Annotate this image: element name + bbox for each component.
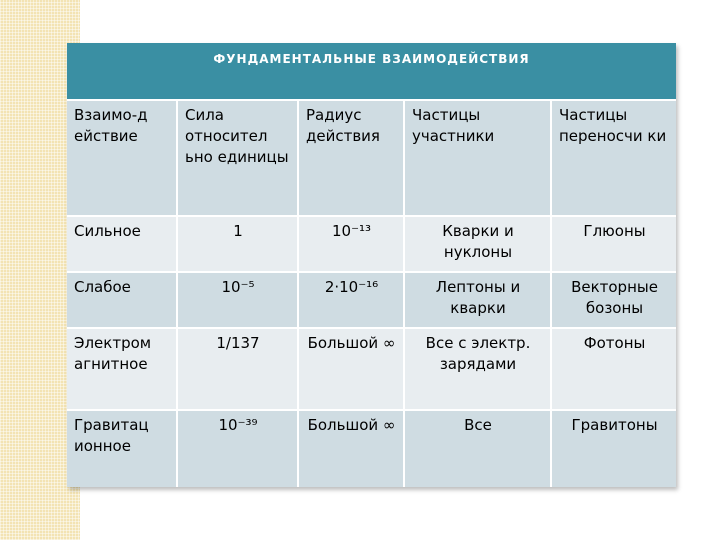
- interactions-table: [67, 43, 676, 487]
- table-cell: Электром агнитное: [67, 328, 177, 410]
- table-cell: 1/137: [177, 328, 298, 410]
- table-cell: Гравитоны: [551, 410, 676, 487]
- table-cell: Векторные бозоны: [551, 272, 676, 328]
- table-row: [67, 328, 676, 410]
- table-cell: 10⁻³⁹: [177, 410, 298, 487]
- table-cell: 10⁻¹³: [298, 216, 404, 272]
- table-cell: Все: [404, 410, 551, 487]
- table-row: [67, 272, 676, 328]
- table-cell: Слабое: [67, 272, 177, 328]
- table-cell: Лептоны и кварки: [404, 272, 551, 328]
- header-cell: Сила относител ьно единицы: [177, 100, 298, 216]
- table-cell: Кварки и нуклоны: [404, 216, 551, 272]
- table-cell: 10⁻⁵: [177, 272, 298, 328]
- header-row: [67, 100, 676, 216]
- table-cell: Большой ∞: [298, 410, 404, 487]
- table-cell: Фотоны: [551, 328, 676, 410]
- table-cell: 1: [177, 216, 298, 272]
- table-title: ФУНДАМЕНТАЛЬНЫЕ ВЗАИМОДЕЙСТВИЯ: [67, 43, 676, 100]
- header-cell: Радиус действия: [298, 100, 404, 216]
- table-cell: Глюоны: [551, 216, 676, 272]
- header-cell: Частицы переносчи ки: [551, 100, 676, 216]
- table-cell: 2·10⁻¹⁶: [298, 272, 404, 328]
- table-row: [67, 216, 676, 272]
- table-cell: Сильное: [67, 216, 177, 272]
- table-cell: Гравитац ионное: [67, 410, 177, 487]
- table-cell: Все с электр. зарядами: [404, 328, 551, 410]
- table-cell: Большой ∞: [298, 328, 404, 410]
- header-cell: Частицы участники: [404, 100, 551, 216]
- header-cell: Взаимо-д ействие: [67, 100, 177, 216]
- table-row: [67, 410, 676, 487]
